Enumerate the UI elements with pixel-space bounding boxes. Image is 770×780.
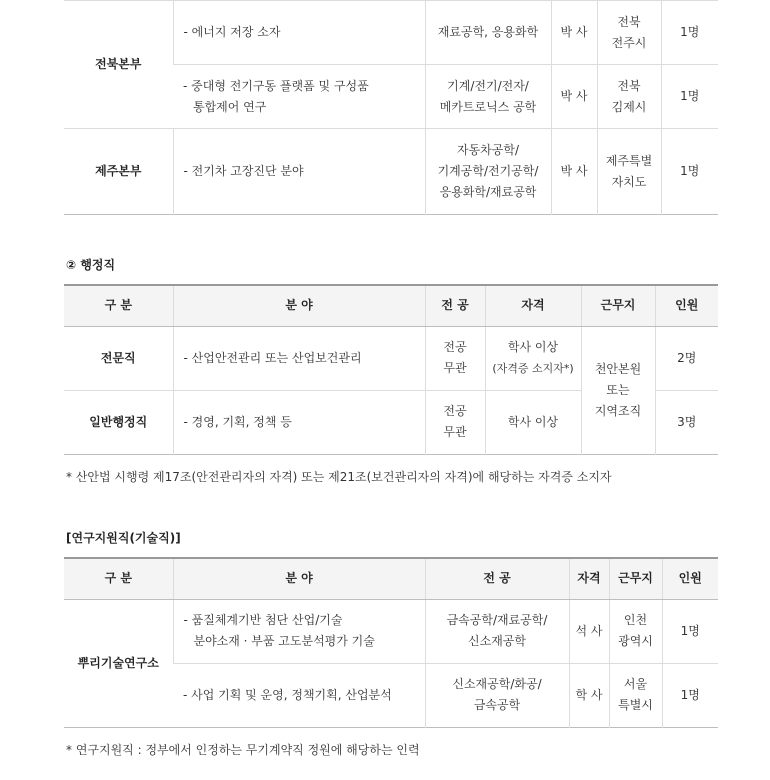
major-cell: 금속공학/재료공학/ 신소재공학 xyxy=(425,599,569,663)
major-cell: 자동차공학/ 기계공학/전기공학/ 응용화학/재료공학 xyxy=(425,129,551,215)
major-cell: 기계/전기/전자/ 메카트로닉스 공학 xyxy=(425,65,551,129)
table-header-row xyxy=(64,285,718,326)
major-cell: 전공 무관 xyxy=(425,390,485,454)
header-qualification: 자격 xyxy=(485,285,581,326)
count-cell: 1명 xyxy=(661,1,718,65)
count-cell: 1명 xyxy=(661,129,718,215)
count-cell: 1명 xyxy=(662,663,718,727)
degree-cell: 박 사 xyxy=(551,1,597,65)
count-cell: 1명 xyxy=(661,65,718,129)
location-cell: 전북 김제시 xyxy=(597,65,661,129)
admin-positions-table xyxy=(64,284,718,455)
major-cell: 재료공학, 응용화학 xyxy=(425,1,551,65)
table-row xyxy=(64,1,718,65)
header-location: 근무지 xyxy=(609,558,662,599)
research-footnote: * 연구지원직 : 정부에서 인정하는 무기계약직 정원에 해당하는 인력 xyxy=(66,743,420,757)
regional-positions-table xyxy=(64,0,718,215)
header-category: 구 분 xyxy=(64,285,173,326)
header-category: 구 분 xyxy=(64,558,173,599)
location-cell: 인천 광역시 xyxy=(609,599,662,663)
count-cell: 3명 xyxy=(655,390,718,454)
field-cell: - 사업 기획 및 운영, 정책기획, 산업분석 xyxy=(173,663,425,727)
degree-cell: 학 사 xyxy=(569,663,609,727)
header-field: 분 야 xyxy=(173,285,425,326)
category-cell: 일반행정직 xyxy=(64,390,173,454)
header-count: 인원 xyxy=(655,285,718,326)
count-cell: 1명 xyxy=(662,599,718,663)
category-cell: 전문직 xyxy=(64,326,173,390)
header-location: 근무지 xyxy=(581,285,655,326)
table-row xyxy=(64,599,718,663)
field-cell: - 경영, 기획, 정책 등 xyxy=(173,390,425,454)
degree-cell: 박 사 xyxy=(551,65,597,129)
table-header-row xyxy=(64,558,718,599)
group-cell: 전북본부 xyxy=(64,1,173,129)
section-title-admin: ② 행정직 xyxy=(66,258,116,272)
location-cell: 서울 특별시 xyxy=(609,663,662,727)
qualification-cell: 학사 이상 (자격증 소지자*) xyxy=(485,326,581,390)
major-cell: 전공 무관 xyxy=(425,326,485,390)
group-cell: 뿌리기술연구소 xyxy=(64,599,173,727)
field-cell: - 전기차 고장진단 분야 xyxy=(173,129,425,215)
qualification-cell: 학사 이상 xyxy=(485,390,581,454)
field-cell: - 중대형 전기구동 플랫폼 및 구성품 통합제어 연구 xyxy=(173,65,425,129)
header-major: 전 공 xyxy=(425,558,569,599)
header-count: 인원 xyxy=(662,558,718,599)
count-cell: 2명 xyxy=(655,326,718,390)
location-cell: 천안본원 또는 지역조직 xyxy=(581,326,655,454)
field-cell: - 에너지 저장 소자 xyxy=(173,1,425,65)
header-qualification: 자격 xyxy=(569,558,609,599)
field-cell: - 산업안전관리 또는 산업보건관리 xyxy=(173,326,425,390)
location-cell: 제주특별 자치도 xyxy=(597,129,661,215)
degree-cell: 박 사 xyxy=(551,129,597,215)
group-cell: 제주본부 xyxy=(64,129,173,215)
major-cell: 신소재공학/화공/ 금속공학 xyxy=(425,663,569,727)
field-cell: - 품질체계기반 첨단 산업/기술 분야소재 · 부품 고도분석평가 기술 xyxy=(173,599,425,663)
section-title-research: [연구지원직(기술직)] xyxy=(66,531,181,545)
table-row xyxy=(64,129,718,215)
research-support-table xyxy=(64,557,718,728)
degree-cell: 석 사 xyxy=(569,599,609,663)
table-row xyxy=(64,326,718,390)
location-cell: 전북 전주시 xyxy=(597,1,661,65)
admin-footnote: * 산안법 시행령 제17조(안전관리자의 자격) 또는 제21조(보건관리자의 자격)에 해당하는 자격증 소지자 xyxy=(66,470,612,484)
header-field: 분 야 xyxy=(173,558,425,599)
header-major: 전 공 xyxy=(425,285,485,326)
